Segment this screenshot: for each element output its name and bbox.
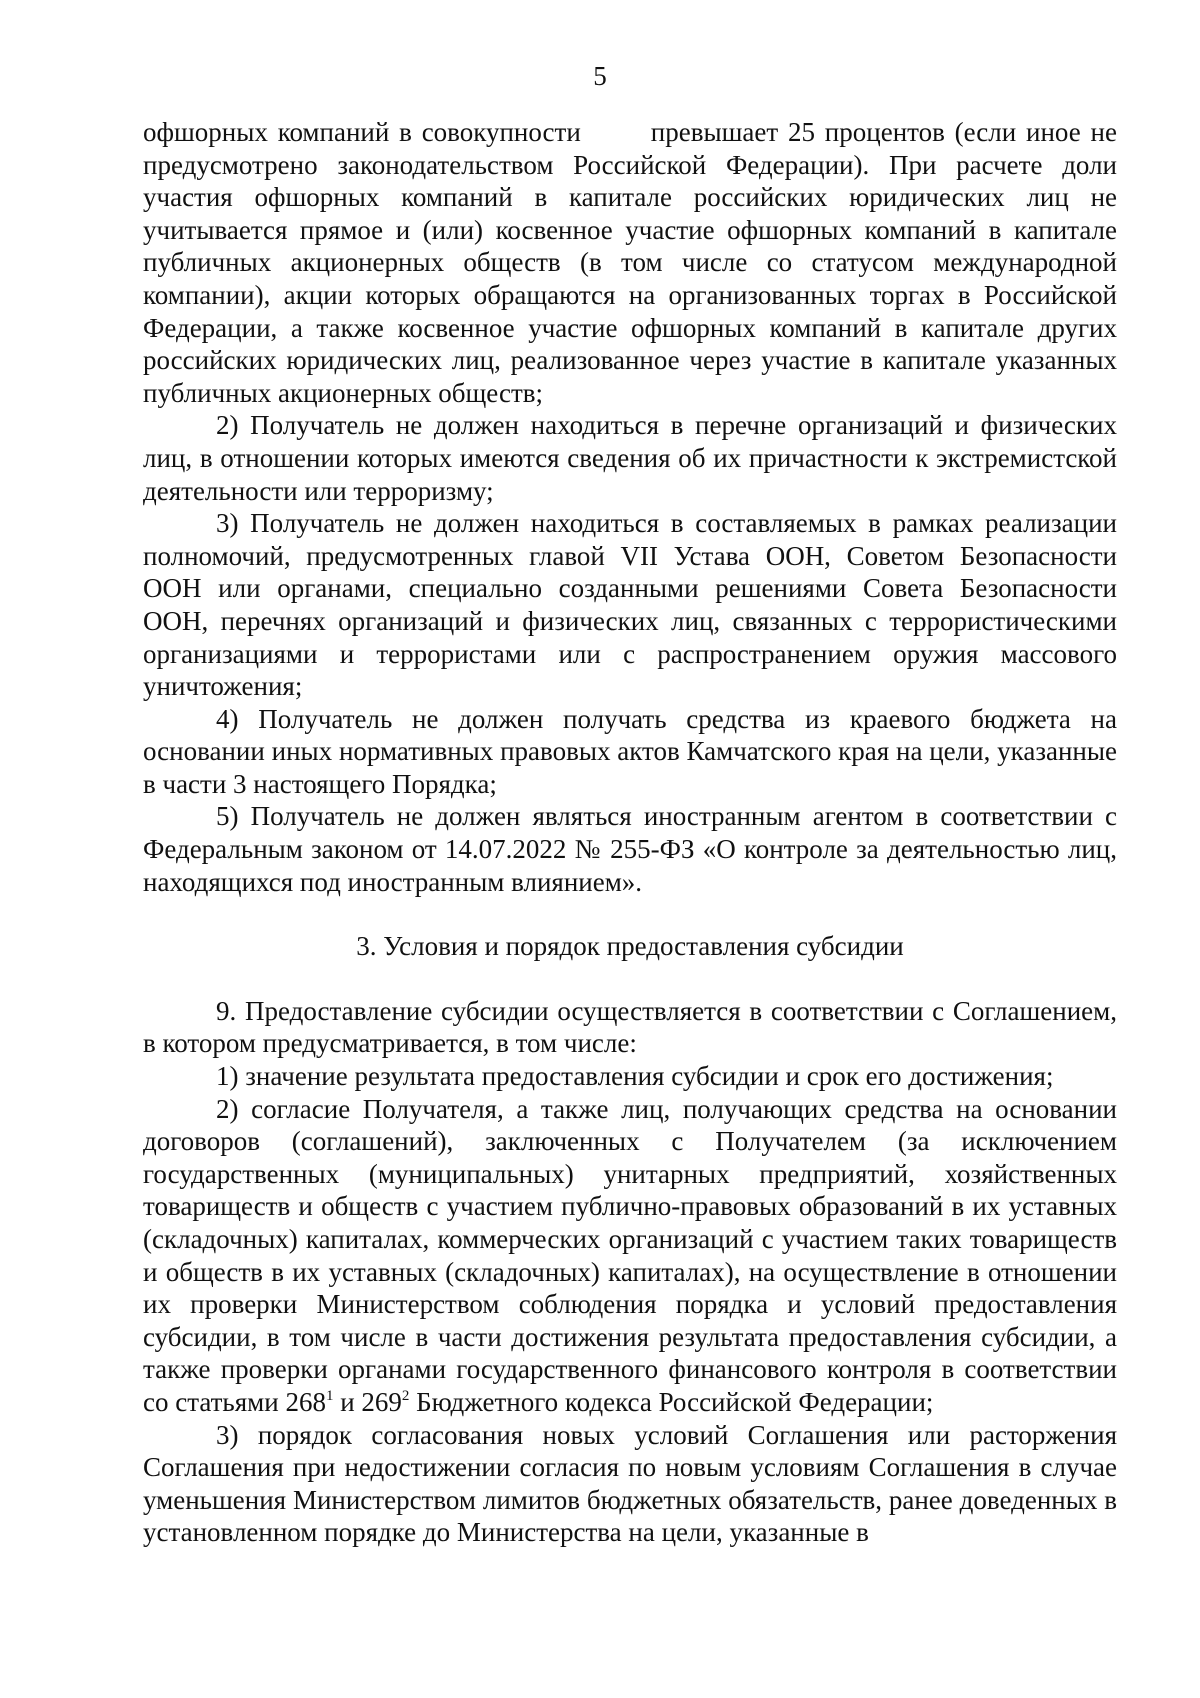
paragraph-item-2-extremism: 2) Получатель не должен находиться в перечне организаций и физических лиц, в отношении которых имеются сведения об их причастности к экстремистской деятельности или терроризму; — [143, 410, 1117, 506]
paragraph-offshore-share — [143, 116, 1117, 409]
paragraph-offshore-share-start: офшорных компаний в совокупности — [143, 117, 581, 147]
document-body — [143, 116, 1117, 1549]
paragraph-9-item-2-text: 2) согласие Получателя, а также лиц, получающих средства на основании договоров (соглашений), заключенных с Получателем (за исключением государственных (муниципальных) унитарных предприятий, хозяйственных товариществ и обществ с участием публично-правовых образований в их уставных (складочных) капиталах, коммерческих организаций с участием таких товариществ и обществ в их уставных (складочных) капиталах), на осуществление в отношении их проверки Министерством соблюдения порядка и условий предоставления субсидии, в том числе в части достижения результата предоставления субсидии, а также проверки органами государственного финансового контроля в соответствии со статьями 268 — [143, 1093, 1117, 1417]
paragraph-9-agreement: 9. Предоставление субсидии осуществляется в соответствии с Соглашением, в котором предусматривается, в том числе: — [143, 995, 1117, 1059]
section-heading: 3. Условия и порядок предоставления субсидии — [356, 931, 904, 962]
paragraph-9-item-1: 1) значение результата предоставления субсидии и срок его достижения; — [216, 1061, 1054, 1092]
paragraph-9-item-2-end: Бюджетного кодекса Российской Федерации; — [409, 1386, 934, 1417]
paragraph-item-5-foreign-agent: 5) Получатель не должен являться иностранным агентом в соответствии с Федеральным законом от 14.07.2022 № 255-ФЗ «О контроле за деятельностью лиц, находящихся под иностранным влиянием». — [143, 801, 1117, 897]
paragraph-9-item-3: 3) порядок согласования новых условий Соглашения или расторжения Соглашения при недостижении согласия по новым условиям Соглашения в случае уменьшения Министерством лимитов бюджетных обязательств, ранее доведенных в установленном порядке до Министерства на цели, указанные в — [143, 1419, 1117, 1548]
superscript-1: 1 — [325, 1387, 334, 1404]
paragraph-item-3-un-lists: 3) Получатель не должен находиться в составляемых в рамках реализации полномочий, предусмотренных главой VII Устава ООН, Советом Безопасности ООН или органами, специально созданными решениями Совета Безопасности ООН, перечнях организаций и физических лиц, связанных с террористическими организациями и террористами или с распространением оружия массового уничтожения; — [143, 508, 1117, 702]
paragraph-offshore-share-rest: превышает 25 процентов (если иное не предусмотрено законодательством Российской Федерации). При расчете доли участия офшорных компаний в капитале российских юридических лиц не учитывается прямое и (или) косвенное участие офшорных компаний в капитале публичных акционерных обществ (в том числе со статусом международной компании), акции которых обращаются на организованных торгах в Российской Федерации, а также косвенное участие офшорных компаний в капитале других российских юридических лиц, реализованное через участие в капитале указанных публичных акционерных обществ; — [143, 117, 1117, 408]
paragraph-item-4-other-acts: 4) Получатель не должен получать средства из краевого бюджета на основании иных нормативных правовых актов Камчатского края на цели, указанные в части 3 настоящего Порядка; — [143, 703, 1117, 799]
paragraph-9-item-2-and: и 269 — [333, 1386, 402, 1417]
paragraph-9-item-2 — [143, 1093, 1117, 1419]
superscript-2: 2 — [401, 1387, 410, 1404]
page-number: 5 — [593, 61, 607, 91]
